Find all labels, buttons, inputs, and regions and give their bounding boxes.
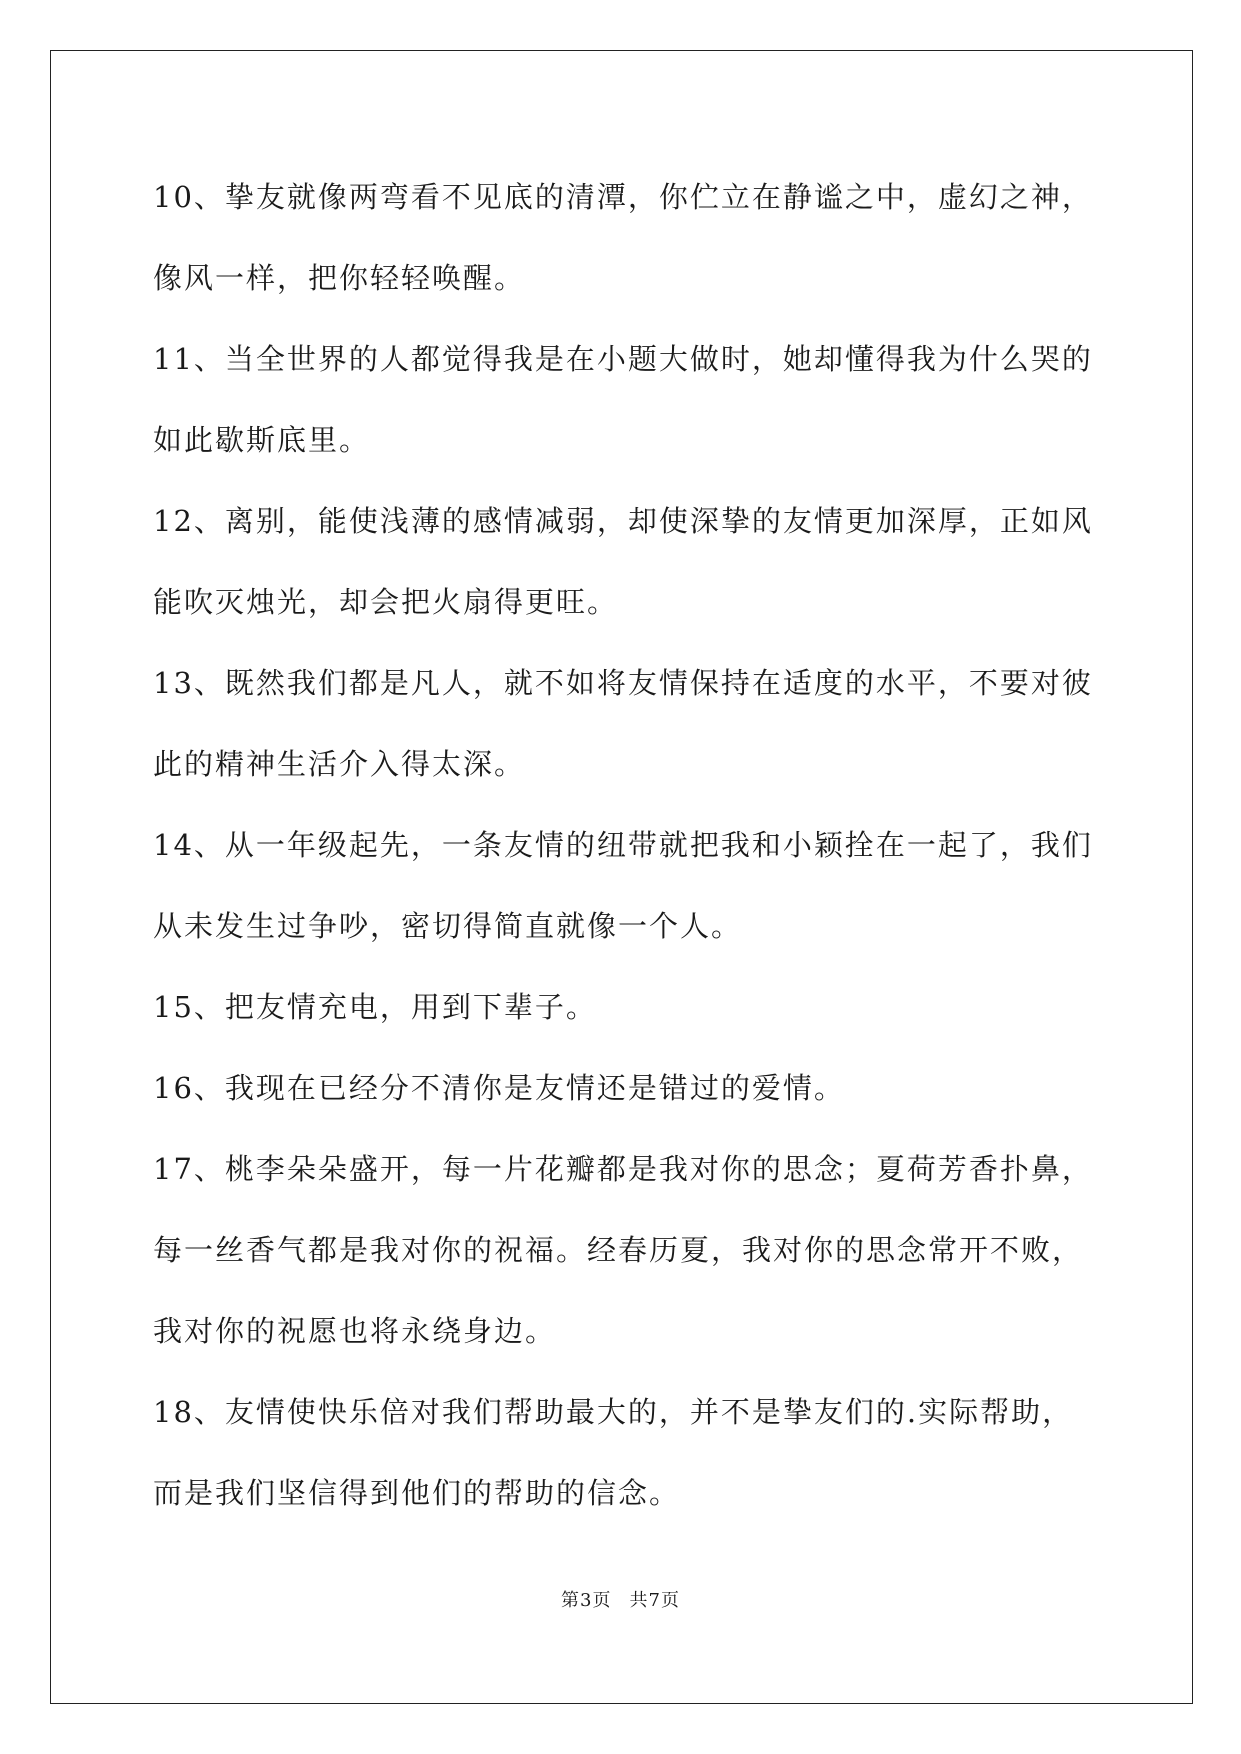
paragraph-11: 11、当全世界的人都觉得我是在小题大做时，她却懂得我为什么哭的如此歇斯底里。 [153,342,1093,457]
total-page-count: 共7页 [629,1590,680,1611]
paragraph-14: 14、从一年级起先，一条友情的纽带就把我和小颖拴在一起了，我们从未发生过争吵，密切得简直就像一个人。 [153,828,1093,943]
paragraph-18: 18、友情使快乐倍对我们帮助最大的，并不是挚友们的.实际帮助，而是我们坚信得到他们的帮助的信念。 [153,1395,1074,1510]
paragraph-12: 12、离别，能使浅薄的感情减弱，却使深挚的友情更加深厚，正如风能吹灭烛光，却会把火扇得更旺。 [153,504,1093,619]
paragraph-13: 13、既然我们都是凡人，就不如将友情保持在适度的水平，不要对彼此的精神生活介入得太深。 [153,666,1093,781]
paragraph-15: 15、把友情充电，用到下辈子。 [153,990,597,1024]
paragraph-16: 16、我现在已经分不清你是友情还是错过的爱情。 [153,1071,845,1105]
page-footer [0,1586,1241,1612]
current-page-number: 第3页 [561,1590,612,1611]
document-body [153,157,1093,1534]
paragraph-10: 10、挚友就像两弯看不见底的清潭，你伫立在静谧之中，虚幻之神，像风一样，把你轻轻唤醒。 [153,180,1093,295]
paragraph-17: 17、桃李朵朵盛开，每一片花瓣都是我对你的思念；夏荷芳香扑鼻，每一丝香气都是我对你的祝福。经春历夏，我对你的思念常开不败，我对你的祝愿也将永绕身边。 [153,1152,1093,1348]
